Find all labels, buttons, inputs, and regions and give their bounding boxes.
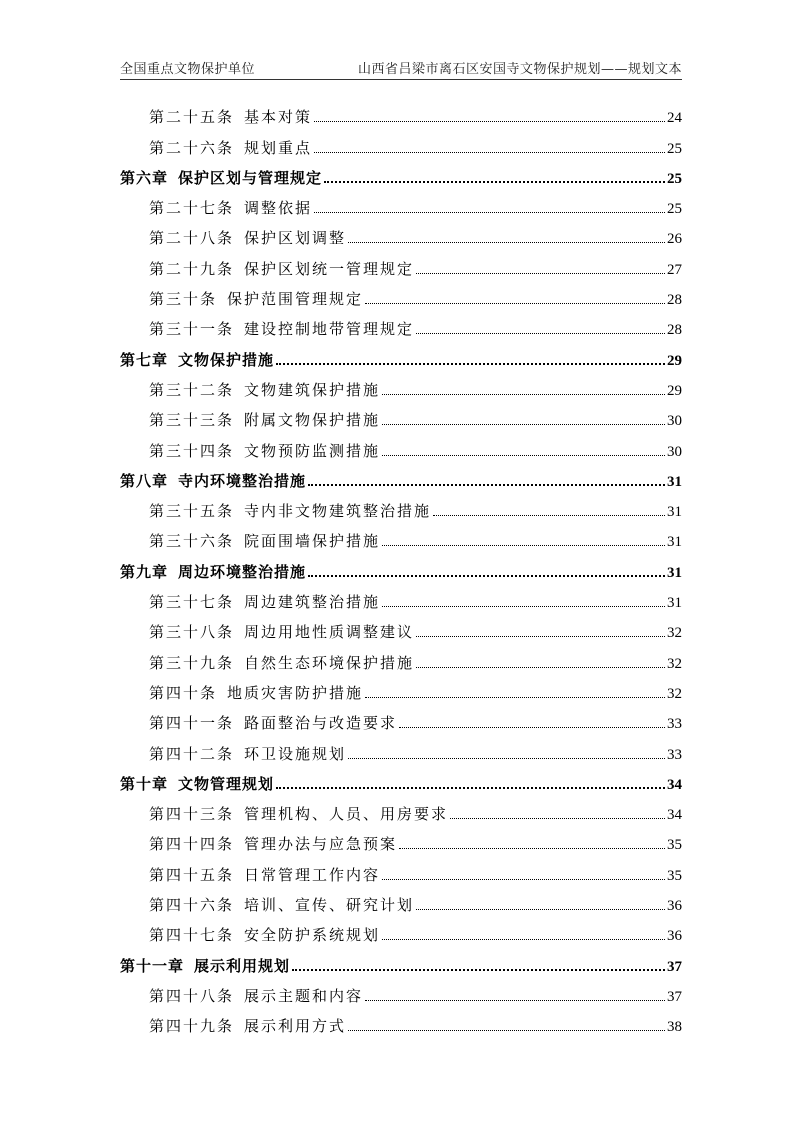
- toc-entry-title: 培训、宣传、研究计划: [244, 896, 415, 915]
- toc-page-number: 29: [667, 352, 682, 369]
- header-left-text: 全国重点文物保护单位: [120, 62, 256, 77]
- toc-entry-number: 第三十六条: [149, 532, 235, 551]
- toc-dot-leader: [399, 727, 665, 728]
- toc-dot-leader: [292, 969, 665, 971]
- toc-section-entry[interactable]: [120, 854, 682, 884]
- toc-page-number: 24: [667, 110, 682, 127]
- toc-section-entry[interactable]: [120, 733, 682, 763]
- toc-entry-title: 调整依据: [244, 199, 313, 218]
- toc-entry-title: 展示利用规划: [194, 956, 291, 975]
- toc-entry-title: 附属文物保护措施: [244, 411, 381, 430]
- toc-page-number: 28: [667, 322, 682, 339]
- toc-page-number: 27: [667, 261, 682, 278]
- toc-dot-leader: [433, 515, 665, 516]
- toc-entry-title: 院面围墙保护措施: [244, 532, 381, 551]
- table-of-contents: [120, 97, 682, 1036]
- toc-section-entry[interactable]: [120, 703, 682, 733]
- toc-page-number: 32: [667, 685, 682, 702]
- toc-entry-title: 保护区划调整: [244, 229, 347, 248]
- toc-entry-title: 周边用地性质调整建议: [244, 623, 415, 642]
- toc-entry-number: 第三十一条: [149, 320, 235, 339]
- toc-entry-title: 地质灾害防护措施: [227, 683, 364, 702]
- toc-page-number: 32: [667, 655, 682, 672]
- toc-section-entry[interactable]: [120, 824, 682, 854]
- toc-dot-leader: [399, 848, 665, 849]
- toc-dot-leader: [382, 424, 665, 425]
- toc-dot-leader: [382, 455, 665, 456]
- toc-page-number: 37: [667, 988, 682, 1005]
- toc-entry-number: 第二十九条: [149, 259, 235, 278]
- toc-entry-title: 安全防护系统规划: [244, 926, 381, 945]
- toc-dot-leader: [308, 484, 665, 486]
- toc-entry-number: 第四十三条: [149, 805, 235, 824]
- toc-entry-number: 第四十九条: [149, 1017, 235, 1036]
- toc-section-entry[interactable]: [120, 612, 682, 642]
- toc-section-entry[interactable]: [120, 309, 682, 339]
- toc-entry-title: 周边环境整治措施: [178, 562, 307, 581]
- toc-page-number: 31: [667, 595, 682, 612]
- toc-entry-title: 环卫设施规划: [244, 744, 347, 763]
- toc-page-number: 35: [667, 837, 682, 854]
- toc-entry-number: 第二十六条: [149, 138, 235, 157]
- toc-dot-leader: [382, 394, 665, 395]
- toc-section-entry[interactable]: [120, 218, 682, 248]
- toc-dot-leader: [276, 787, 665, 789]
- toc-dot-leader: [348, 758, 665, 759]
- toc-dot-leader: [365, 697, 665, 698]
- toc-entry-title: 建设控制地带管理规定: [244, 320, 415, 339]
- toc-entry-number: 第三十七条: [149, 593, 235, 612]
- toc-entry-number: 第二十五条: [149, 108, 235, 127]
- toc-section-entry[interactable]: [120, 127, 682, 157]
- toc-section-entry[interactable]: [120, 1006, 682, 1036]
- toc-entry-title: 文物建筑保护措施: [244, 380, 381, 399]
- toc-dot-leader: [416, 667, 665, 668]
- toc-entry-title: 保护范围管理规定: [227, 290, 364, 309]
- toc-dot-leader: [365, 303, 665, 304]
- toc-entry-number: 第四十二条: [149, 744, 235, 763]
- toc-page-number: 30: [667, 443, 682, 460]
- toc-page-number: 26: [667, 231, 682, 248]
- toc-section-entry[interactable]: [120, 915, 682, 945]
- toc-entry-title: 管理机构、人员、用房要求: [244, 805, 449, 824]
- toc-dot-leader: [314, 212, 665, 213]
- toc-page-number: 33: [667, 746, 682, 763]
- toc-entry-number: 第九章: [120, 562, 169, 581]
- toc-entry-number: 第四十五条: [149, 865, 235, 884]
- toc-entry-title: 文物预防监测措施: [244, 441, 381, 460]
- toc-section-entry[interactable]: [120, 97, 682, 127]
- toc-dot-leader: [314, 121, 665, 122]
- toc-entry-number: 第三十九条: [149, 653, 235, 672]
- toc-section-entry[interactable]: [120, 400, 682, 430]
- toc-entry-title: 展示主题和内容: [244, 986, 364, 1005]
- toc-entry-title: 自然生态环境保护措施: [244, 653, 415, 672]
- toc-entry-title: 基本对策: [244, 108, 313, 127]
- toc-chapter-entry[interactable]: [120, 461, 682, 491]
- toc-entry-title: 管理办法与应急预案: [244, 835, 398, 854]
- toc-dot-leader: [276, 363, 665, 365]
- toc-page-number: 31: [667, 564, 682, 581]
- toc-entry-number: 第四十四条: [149, 835, 235, 854]
- toc-dot-leader: [308, 575, 665, 577]
- toc-entry-number: 第三十三条: [149, 411, 235, 430]
- toc-entry-number: 第二十八条: [149, 229, 235, 248]
- toc-entry-number: 第六章: [120, 168, 169, 187]
- toc-page-number: 25: [667, 201, 682, 218]
- toc-chapter-entry[interactable]: [120, 339, 682, 369]
- toc-dot-leader: [450, 818, 665, 819]
- toc-page-number: 38: [667, 1019, 682, 1036]
- header-rule: [120, 79, 682, 80]
- toc-dot-leader: [314, 152, 665, 153]
- toc-chapter-entry[interactable]: [120, 764, 682, 794]
- page-header: [120, 58, 682, 78]
- toc-dot-leader: [382, 939, 665, 940]
- toc-section-entry[interactable]: [120, 673, 682, 703]
- toc-page-number: 31: [667, 534, 682, 551]
- toc-page-number: 32: [667, 625, 682, 642]
- toc-dot-leader: [382, 545, 665, 546]
- toc-entry-title: 路面整治与改造要求: [244, 714, 398, 733]
- toc-page-number: 33: [667, 716, 682, 733]
- toc-page-number: 31: [667, 473, 682, 490]
- toc-section-entry[interactable]: [120, 430, 682, 460]
- toc-entry-title: 寺内环境整治措施: [178, 471, 307, 490]
- toc-entry-number: 第八章: [120, 471, 169, 490]
- toc-entry-number: 第四十六条: [149, 896, 235, 915]
- toc-section-entry[interactable]: [120, 582, 682, 612]
- toc-page-number: 36: [667, 898, 682, 915]
- toc-entry-title: 寺内非文物建筑整治措施: [244, 502, 432, 521]
- toc-page-number: 25: [667, 140, 682, 157]
- toc-entry-number: 第十一章: [120, 956, 185, 975]
- toc-chapter-entry[interactable]: [120, 551, 682, 581]
- toc-dot-leader: [348, 242, 665, 243]
- toc-entry-title: 文物管理规划: [178, 774, 275, 793]
- toc-page-number: 29: [667, 382, 682, 399]
- toc-entry-number: 第四十七条: [149, 926, 235, 945]
- toc-entry-number: 第七章: [120, 350, 169, 369]
- toc-section-entry[interactable]: [120, 188, 682, 218]
- toc-page-number: 28: [667, 292, 682, 309]
- header-right-text: 山西省吕梁市离石区安国寺文物保护规划——规划文本: [357, 62, 682, 77]
- toc-dot-leader: [382, 879, 665, 880]
- toc-section-entry[interactable]: [120, 370, 682, 400]
- toc-entry-title: 保护区划统一管理规定: [244, 259, 415, 278]
- toc-entry-number: 第三十条: [149, 290, 218, 309]
- toc-page-number: 34: [667, 807, 682, 824]
- toc-chapter-entry[interactable]: [120, 945, 682, 975]
- toc-dot-leader: [416, 273, 665, 274]
- toc-page-number: 36: [667, 928, 682, 945]
- toc-dot-leader: [382, 606, 665, 607]
- toc-page-number: 34: [667, 776, 682, 793]
- toc-entry-title: 展示利用方式: [244, 1017, 347, 1036]
- toc-section-entry[interactable]: [120, 885, 682, 915]
- toc-dot-leader: [416, 909, 665, 910]
- toc-page-number: 25: [667, 170, 682, 187]
- toc-entry-number: 第二十七条: [149, 199, 235, 218]
- toc-section-entry[interactable]: [120, 642, 682, 672]
- toc-entry-number: 第三十八条: [149, 623, 235, 642]
- toc-entry-number: 第三十五条: [149, 502, 235, 521]
- toc-section-entry[interactable]: [120, 248, 682, 278]
- toc-section-entry[interactable]: [120, 976, 682, 1006]
- toc-page-number: 37: [667, 958, 682, 975]
- toc-page-number: 35: [667, 867, 682, 884]
- toc-page-number: 30: [667, 413, 682, 430]
- toc-section-entry[interactable]: [120, 521, 682, 551]
- toc-entry-title: 文物保护措施: [178, 350, 275, 369]
- toc-entry-number: 第三十四条: [149, 441, 235, 460]
- toc-entry-title: 周边建筑整治措施: [244, 593, 381, 612]
- toc-section-entry[interactable]: [120, 794, 682, 824]
- toc-entry-title: 规划重点: [244, 138, 313, 157]
- toc-page-number: 31: [667, 504, 682, 521]
- toc-section-entry[interactable]: [120, 491, 682, 521]
- toc-entry-number: 第四十一条: [149, 714, 235, 733]
- toc-dot-leader: [416, 636, 665, 637]
- toc-entry-number: 第三十二条: [149, 380, 235, 399]
- toc-entry-title: 日常管理工作内容: [244, 865, 381, 884]
- toc-entry-title: 保护区划与管理规定: [178, 168, 323, 187]
- toc-dot-leader: [324, 181, 665, 183]
- toc-chapter-entry[interactable]: [120, 158, 682, 188]
- toc-dot-leader: [348, 1030, 665, 1031]
- toc-dot-leader: [365, 1000, 665, 1001]
- toc-section-entry[interactable]: [120, 279, 682, 309]
- toc-entry-number: 第四十条: [149, 683, 218, 702]
- toc-entry-number: 第十章: [120, 774, 169, 793]
- toc-entry-number: 第四十八条: [149, 986, 235, 1005]
- toc-dot-leader: [416, 333, 665, 334]
